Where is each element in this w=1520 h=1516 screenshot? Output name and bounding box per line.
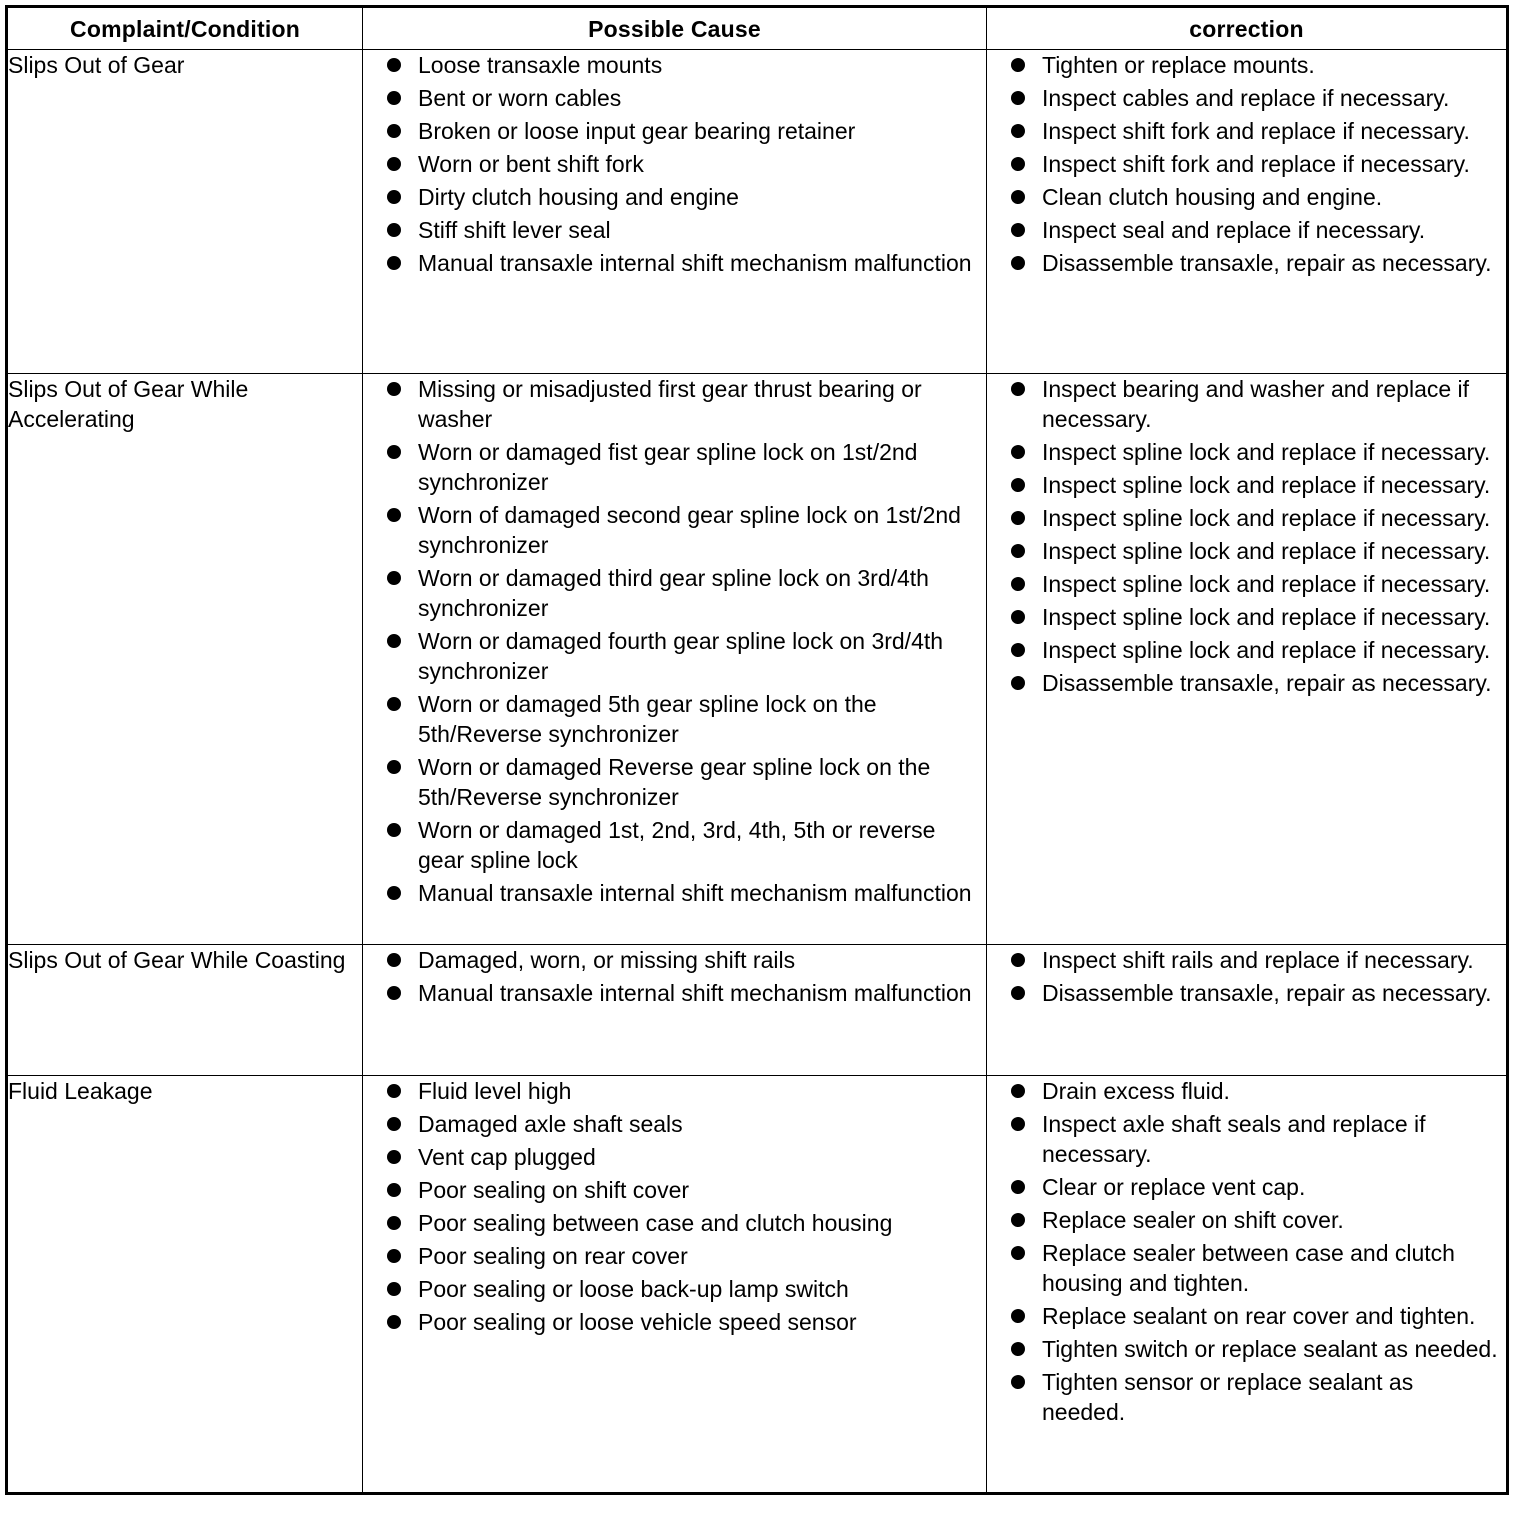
bullet-icon (387, 634, 401, 648)
correction-text: Inspect spline lock and replace if necessary. (1042, 505, 1491, 531)
cause-text: Poor sealing on shift cover (418, 1177, 690, 1203)
cause-text: Manual transaxle internal shift mechanism malfunction (418, 250, 972, 276)
cause-text: Worn or damaged fist gear spline lock on 1st/2nd synchronizer (418, 439, 918, 495)
cause-item (363, 83, 986, 113)
bullet-icon (387, 1183, 401, 1197)
diagnosis-table (5, 5, 1509, 1495)
bullet-icon (1011, 1117, 1025, 1131)
bullet-icon (387, 986, 401, 1000)
cause-item (363, 563, 986, 623)
cause-text: Manual transaxle internal shift mechanism malfunction (418, 880, 972, 906)
correction-item (987, 602, 1506, 632)
correction-text: Inspect bearing and washer and replace if necessary. (1042, 376, 1470, 432)
cause-item (363, 500, 986, 560)
correction-cell (987, 945, 1508, 1076)
table-body (7, 50, 1508, 1494)
bullet-icon (1011, 953, 1025, 967)
bullet-icon (1011, 610, 1025, 624)
cause-text: Worn or damaged 5th gear spline lock on the 5th/Reverse synchronizer (418, 691, 877, 747)
correction-text: Tighten sensor or replace sealant as needed. (1042, 1369, 1414, 1425)
cause-text: Poor sealing or loose back-up lamp switch (418, 1276, 849, 1302)
correction-list (987, 374, 1506, 698)
bullet-icon (387, 508, 401, 522)
bullet-icon (1011, 544, 1025, 558)
correction-item (987, 50, 1506, 80)
correction-text: Replace sealant on rear cover and tighten. (1042, 1303, 1476, 1329)
cause-item (363, 1142, 986, 1172)
cause-text: Vent cap plugged (418, 1144, 596, 1170)
cause-list (363, 945, 986, 1008)
bullet-icon (1011, 511, 1025, 525)
cause-text: Worn of damaged second gear spline lock on 1st/2nd synchronizer (418, 502, 961, 558)
bullet-icon (387, 445, 401, 459)
correction-item (987, 945, 1506, 975)
correction-text: Inspect shift rails and replace if necessary. (1042, 947, 1474, 973)
bullet-icon (387, 1216, 401, 1230)
correction-item (987, 569, 1506, 599)
cause-item (363, 182, 986, 212)
correction-item (987, 116, 1506, 146)
correction-text: Disassemble transaxle, repair as necessary. (1042, 980, 1492, 1006)
cause-text: Manual transaxle internal shift mechanism malfunction (418, 980, 972, 1006)
correction-text: Inspect seal and replace if necessary. (1042, 217, 1426, 243)
correction-text: Drain excess fluid. (1042, 1078, 1230, 1104)
bullet-icon (1011, 986, 1025, 1000)
cause-cell (363, 1076, 987, 1494)
cause-item (363, 978, 986, 1008)
complaint-cell: Slips Out of Gear (7, 50, 363, 374)
bullet-icon (387, 953, 401, 967)
correction-text: Inspect spline lock and replace if necessary. (1042, 538, 1491, 564)
cause-item (363, 374, 986, 434)
cause-item (363, 1241, 986, 1271)
table-row (7, 50, 1508, 374)
cause-item (363, 1076, 986, 1106)
table-header (7, 7, 1508, 50)
cause-item (363, 689, 986, 749)
cause-item (363, 215, 986, 245)
table-row (7, 374, 1508, 945)
header-possible-cause: Possible Cause (363, 7, 987, 50)
bullet-icon (387, 382, 401, 396)
correction-text: Clean clutch housing and engine. (1042, 184, 1383, 210)
correction-text: Disassemble transaxle, repair as necessary. (1042, 670, 1492, 696)
cause-text: Poor sealing between case and clutch housing (418, 1210, 893, 1236)
bullet-icon (1011, 190, 1025, 204)
bullet-icon (387, 1150, 401, 1164)
correction-text: Inspect cables and replace if necessary. (1042, 85, 1450, 111)
correction-text: Inspect spline lock and replace if necessary. (1042, 571, 1491, 597)
cause-item (363, 437, 986, 497)
cause-list (363, 1076, 986, 1337)
complaint-cell: Slips Out of Gear While Coasting (7, 945, 363, 1076)
cause-text: Worn or damaged fourth gear spline lock on 3rd/4th synchronizer (418, 628, 944, 684)
cause-item (363, 945, 986, 975)
cause-text: Loose transaxle mounts (418, 52, 663, 78)
cause-item (363, 626, 986, 686)
cause-text: Poor sealing on rear cover (418, 1243, 688, 1269)
correction-item (987, 470, 1506, 500)
correction-item (987, 1301, 1506, 1331)
correction-text: Inspect axle shaft seals and replace if necessary. (1042, 1111, 1426, 1167)
cause-item (363, 1274, 986, 1304)
correction-item (987, 1367, 1506, 1427)
correction-item (987, 374, 1506, 434)
cause-text: Damaged, worn, or missing shift rails (418, 947, 796, 973)
bullet-icon (387, 91, 401, 105)
correction-item (987, 503, 1506, 533)
bullet-icon (387, 1315, 401, 1329)
correction-text: Inspect spline lock and replace if necessary. (1042, 604, 1491, 630)
correction-item (987, 536, 1506, 566)
bullet-icon (387, 760, 401, 774)
cause-text: Worn or damaged Reverse gear spline lock on the 5th/Reverse synchronizer (418, 754, 931, 810)
bullet-icon (387, 124, 401, 138)
cause-text: Missing or misadjusted first gear thrust bearing or washer (418, 376, 922, 432)
correction-item (987, 1334, 1506, 1364)
bullet-icon (1011, 1246, 1025, 1260)
bullet-icon (1011, 223, 1025, 237)
correction-text: Inspect spline lock and replace if necessary. (1042, 637, 1491, 663)
cause-item (363, 1208, 986, 1238)
complaint-cell: Slips Out of Gear While Accelerating (7, 374, 363, 945)
cause-text: Dirty clutch housing and engine (418, 184, 739, 210)
bullet-icon (1011, 157, 1025, 171)
bullet-icon (387, 1084, 401, 1098)
cause-item (363, 815, 986, 875)
correction-item (987, 1238, 1506, 1298)
bullet-icon (387, 58, 401, 72)
correction-text: Replace sealer on shift cover. (1042, 1207, 1344, 1233)
bullet-icon (1011, 676, 1025, 690)
correction-item (987, 248, 1506, 278)
bullet-icon (1011, 382, 1025, 396)
correction-item (987, 1172, 1506, 1202)
bullet-icon (1011, 124, 1025, 138)
correction-item (987, 182, 1506, 212)
bullet-icon (1011, 577, 1025, 591)
correction-item (987, 1109, 1506, 1169)
correction-text: Inspect shift fork and replace if necessary. (1042, 151, 1470, 177)
cause-item (363, 1307, 986, 1337)
cause-list (363, 374, 986, 908)
cause-text: Worn or damaged third gear spline lock on 3rd/4th synchronizer (418, 565, 929, 621)
bullet-icon (1011, 1375, 1025, 1389)
correction-cell (987, 1076, 1508, 1494)
bullet-icon (1011, 256, 1025, 270)
cause-item (363, 50, 986, 80)
bullet-icon (387, 823, 401, 837)
cause-list (363, 50, 986, 278)
correction-cell (987, 374, 1508, 945)
bullet-icon (1011, 1309, 1025, 1323)
cause-item (363, 116, 986, 146)
bullet-icon (387, 1117, 401, 1131)
complaint-cell: Fluid Leakage (7, 1076, 363, 1494)
cause-item (363, 149, 986, 179)
cause-item (363, 878, 986, 908)
bullet-icon (387, 157, 401, 171)
cause-text: Damaged axle shaft seals (418, 1111, 683, 1137)
bullet-icon (1011, 91, 1025, 105)
table-row (7, 945, 1508, 1076)
header-complaint: Complaint/Condition (7, 7, 363, 50)
cause-text: Broken or loose input gear bearing retainer (418, 118, 856, 144)
cause-cell (363, 50, 987, 374)
correction-item (987, 437, 1506, 467)
cause-cell (363, 374, 987, 945)
correction-list (987, 50, 1506, 278)
correction-cell (987, 50, 1508, 374)
cause-item (363, 1175, 986, 1205)
cause-text: Fluid level high (418, 1078, 572, 1104)
correction-item (987, 215, 1506, 245)
correction-text: Tighten switch or replace sealant as needed. (1042, 1336, 1498, 1362)
correction-list (987, 1076, 1506, 1427)
bullet-icon (1011, 1084, 1025, 1098)
header-correction: correction (987, 7, 1508, 50)
correction-text: Inspect shift fork and replace if necessary. (1042, 118, 1470, 144)
header-row (7, 7, 1508, 50)
bullet-icon (387, 886, 401, 900)
cause-item (363, 752, 986, 812)
cause-cell (363, 945, 987, 1076)
cause-item (363, 1109, 986, 1139)
cause-text: Worn or bent shift fork (418, 151, 644, 177)
correction-item (987, 1205, 1506, 1235)
correction-item (987, 149, 1506, 179)
bullet-icon (387, 223, 401, 237)
correction-list (987, 945, 1506, 1008)
correction-item (987, 83, 1506, 113)
cause-text: Worn or damaged 1st, 2nd, 3rd, 4th, 5th or reverse gear spline lock (418, 817, 936, 873)
bullet-icon (1011, 445, 1025, 459)
bullet-icon (387, 190, 401, 204)
bullet-icon (1011, 478, 1025, 492)
cause-item (363, 248, 986, 278)
bullet-icon (1011, 1213, 1025, 1227)
correction-item (987, 668, 1506, 698)
correction-text: Replace sealer between case and clutch housing and tighten. (1042, 1240, 1455, 1296)
bullet-icon (1011, 1180, 1025, 1194)
cause-text: Bent or worn cables (418, 85, 622, 111)
table-row (7, 1076, 1508, 1494)
bullet-icon (1011, 58, 1025, 72)
bullet-icon (387, 697, 401, 711)
correction-text: Tighten or replace mounts. (1042, 52, 1315, 78)
correction-item (987, 978, 1506, 1008)
bullet-icon (387, 1282, 401, 1296)
correction-text: Disassemble transaxle, repair as necessary. (1042, 250, 1492, 276)
correction-text: Clear or replace vent cap. (1042, 1174, 1306, 1200)
cause-text: Stiff shift lever seal (418, 217, 611, 243)
bullet-icon (387, 1249, 401, 1263)
bullet-icon (387, 571, 401, 585)
correction-item (987, 635, 1506, 665)
correction-text: Inspect spline lock and replace if necessary. (1042, 439, 1491, 465)
bullet-icon (1011, 1342, 1025, 1356)
cause-text: Poor sealing or loose vehicle speed sensor (418, 1309, 857, 1335)
bullet-icon (387, 256, 401, 270)
correction-item (987, 1076, 1506, 1106)
correction-text: Inspect spline lock and replace if necessary. (1042, 472, 1491, 498)
bullet-icon (1011, 643, 1025, 657)
